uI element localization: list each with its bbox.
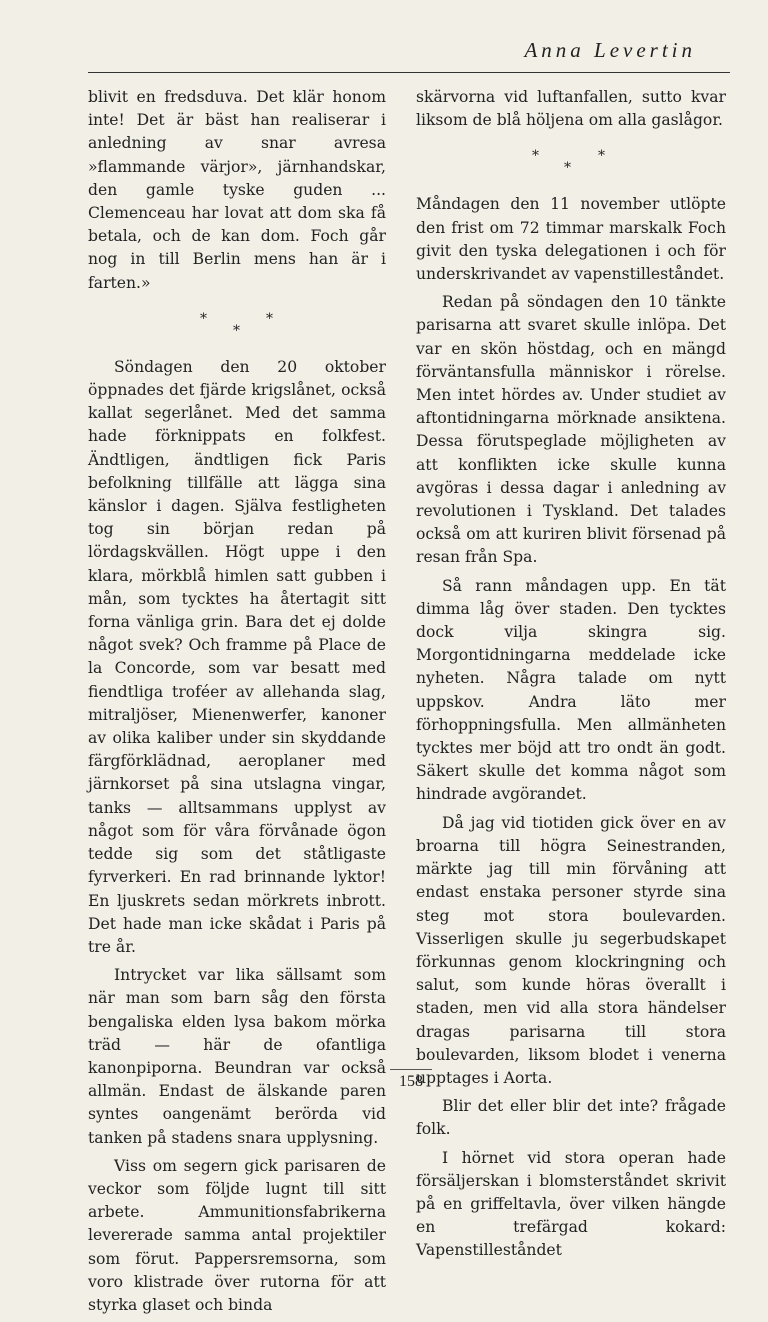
- right-paragraph-1: skärvorna vid luftanfallen, sutto kvar liksom de blå höljena om alla gaslågor.: [416, 88, 726, 130]
- right-column: [416, 86, 726, 1268]
- asterisk: *: [200, 310, 207, 327]
- left-paragraph-2: Söndagen den 20 oktober öppnades det fjärde krigslånet, också kallat segerlånet. Med det samma hade förknippats en folkfest. Ändtligen, ändtligen fick Paris befolkning tillfälle att lägga sina känslor i dagen. Själva festligheten tog sin början redan på lördagskvällen. Högt uppe i den klara, mörkblå himlen satt gubben i mån, som tycktes ha återtagit sitt forna vänliga grin. Bara det ej dolde något svek? Och framme på Place de la Concorde, som var besatt med fiendtliga troféer av allehanda slag, mitraljöser, Mienenwerfer, kanoner av olika kaliber under sin skyddande färgförklädnad, aeroplaner med järnkorset på sina utslagna vingar, tanks — alltsammans upplyst av något som för våra förvånade ögon tedde sig som det ståtligaste fyrverkeri. En rad brinnande lyktor! En ljuskrets sedan mörkrets inbrott. Det hade man icke skådat i Paris på tre år.: [88, 357, 386, 956]
- left-column: [88, 86, 386, 1322]
- asterisk: *: [598, 148, 605, 165]
- right-paragraph-2: Måndagen den 11 november utlöpte den frist om 72 timmar marskalk Foch givit den tyska delegationen i och för underskrivandet av vapenstilleståndet.: [416, 195, 726, 284]
- right-paragraph-6: Blir det eller blir det inte? frågade folk.: [416, 1097, 726, 1139]
- right-paragraph-7: I hörnet vid stora operan hade försäljerskan i blomsterståndet skrivit på en griffeltavla, över vilken hängde en trefärgad kokard: Vapenstilleståndet: [416, 1148, 726, 1260]
- section-divider-right: [416, 137, 726, 193]
- page-number: 158: [399, 1073, 423, 1090]
- header-rule: [88, 72, 730, 73]
- asterisk: *: [233, 322, 240, 339]
- left-paragraph-4: Viss om segern gick parisaren de veckor som följde lugnt till sitt arbete. Ammunitionsfabrikerna levererade samma antal projektiler som förut. Pappersremsorna, som voro klistrade över rutorna för att styrka glaset och binda: [88, 1156, 386, 1314]
- page-number-rule: [390, 1069, 432, 1070]
- left-paragraph-1: blivit en fredsduva. Det klär honom inte! Det är bäst han realiserar i anledning av snar avresa »flammande värjor», järnhandskar, den gamle tyske guden ... Clemenceau har lovat att dom ska få betala, och de kan dom. Foch går nog in till Berlin mens han är i farten.»: [88, 88, 386, 292]
- right-paragraph-5: Då jag vid tiotiden gick över en av broarna till högra Seinestranden, märkte jag till min förvåning att endast enstaka personer styrde sina steg mot stora boulevarden. Visserligen skulle ju segerbudskapet förkunnas genom klockringning och salut, som kunde höras överallt i staden, men vid alla stora händelser dragas parisarna till stora boulevarden, liksom blodet i venerna upptages i Aorta.: [416, 813, 726, 1087]
- asterisk: *: [266, 310, 273, 327]
- asterisk: *: [564, 160, 571, 177]
- running-header: Anna Levertin: [524, 38, 696, 62]
- right-paragraph-4: Så rann måndagen upp. En tät dimma låg över staden. Den tycktes dock vilja skingra sig. Morgontidningarna meddelade icke nyheten. Några talade om nytt uppskov. Andra läto mer förhoppningsfulla. Men allmänheten tycktes mer böjd att tro ondt än godt. Säkert skulle det komma något som hindrade avgörandet.: [416, 576, 726, 804]
- section-divider-left: [88, 300, 386, 356]
- right-paragraph-3: Redan på söndagen den 10 tänkte parisarna att svaret skulle inlöpa. Det var en skön höstdag, och en mängd förväntansfulla människor i rörelse. Men intet hördes av. Under studiet av aftontidningarna mörknade ansiktena. Dessa förutspeglade möjligheten av att konflikten icke skulle kunna avgöras i dessa dagar i anledning av revolutionen i Tyskland. Det talades också om att kuriren blivit försenad på resan från Spa.: [416, 293, 726, 567]
- left-paragraph-3: Intrycket var lika sällsamt som när man som barn såg den första bengaliska elden lysa bakom mörka träd — här de ofantliga kanonpiporna. Beundran var också allmän. Endast de älskande paren syntes oangenämt berörda vid tanken på stadens snara upplysning.: [88, 966, 386, 1147]
- asterisk: *: [532, 148, 539, 165]
